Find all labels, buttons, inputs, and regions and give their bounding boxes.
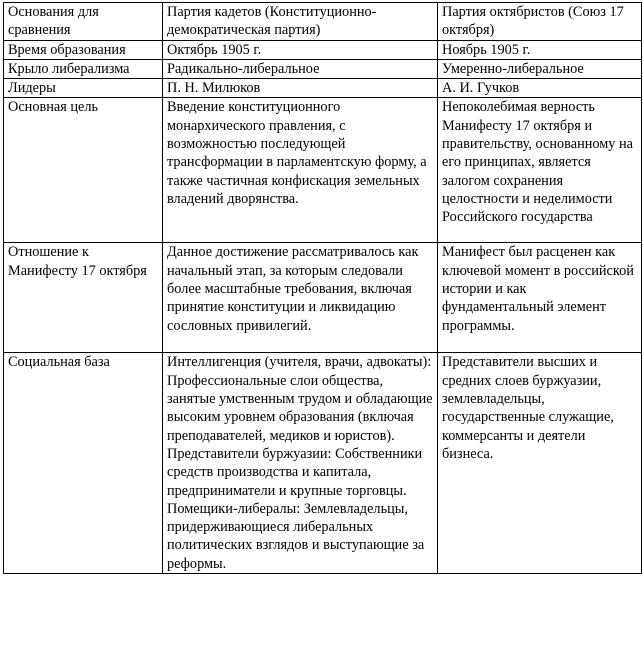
cell-paragraph: Данное достижение рассматривалось как начальный этап, за которым следовали более масштабные требования, включая принятие конституции и ликвидацию сословных привилегий. (167, 244, 419, 334)
row-label: Лидеры (4, 79, 163, 98)
cell-paragraph: А. И. Гучков (442, 80, 520, 97)
table-row (4, 79, 642, 98)
row-label: Отношение к Манифесту 17 октября (4, 243, 163, 353)
table-row (4, 40, 642, 59)
cell-paragraph: Помещики-либералы: Землевладельцы, придерживающиеся либеральных политических взглядов и выступающие за реформы. (167, 500, 425, 572)
kadets-cell (163, 40, 438, 59)
kadets-cell (163, 353, 438, 574)
cell-paragraph: Манифест был расценен как ключевой момент в российской истории и как фундаментальный элемент программы. (442, 244, 634, 334)
row-label: Время образования (4, 40, 163, 59)
header-cell-octobrists: Партия октябристов (Союз 17 октября) (438, 3, 642, 41)
cell-paragraph: П. Н. Милюков (167, 80, 261, 97)
table-row (4, 353, 642, 574)
kadets-cell (163, 98, 438, 243)
row-label: Социальная база (4, 353, 163, 574)
cell-paragraph: Введение конституционного монархического правления, с возможностью последующей трансформации в парламентскую форму, а также частичная конфискация земельных владений дворянства. (167, 99, 427, 207)
row-label: Основная цель (4, 98, 163, 243)
cell-paragraph: Интеллигенция (учителя, врачи, адвокаты): Профессиональные слои общества, занятые умственным трудом и обладающие высоким уровнем образования (включая преподавателей, медиков и юристов). (167, 354, 433, 444)
table-row (4, 98, 642, 243)
cell-paragraph: Радикально-либеральное (167, 60, 320, 77)
kadets-cell (163, 243, 438, 353)
header-cell-kadets: Партия кадетов (Конституционно-демократическая партия) (163, 3, 438, 41)
cell-paragraph: Представители буржуазии: Собственники средств производства и капитала, предприниматели и крупные торговцы. (167, 445, 423, 499)
cell-paragraph: Октябрь 1905 г. (167, 41, 262, 58)
octobrists-cell (438, 353, 642, 574)
table-row (4, 243, 642, 353)
cell-paragraph: Представители высших и средних слоев буржуазии, землевладельцы, государственные служащие, коммерсанты и деятели бизнеса. (442, 354, 614, 462)
octobrists-cell (438, 98, 642, 243)
table-row (4, 59, 642, 78)
party-comparison-table (3, 2, 642, 574)
row-label: Крыло либерализма (4, 59, 163, 78)
kadets-cell (163, 59, 438, 78)
header-cell-basis: Основания для сравнения (4, 3, 163, 41)
header-row (4, 3, 642, 41)
octobrists-cell (438, 79, 642, 98)
kadets-cell (163, 79, 438, 98)
octobrists-cell (438, 243, 642, 353)
cell-paragraph: Умеренно-либеральное (442, 60, 584, 77)
cell-paragraph: Ноябрь 1905 г. (442, 41, 531, 58)
octobrists-cell (438, 40, 642, 59)
octobrists-cell (438, 59, 642, 78)
cell-paragraph: Непоколебимая верность Манифесту 17 октября и правительству, основанному на его принципах, является залогом сохранения целостности и неделимости Российского государства (442, 99, 634, 226)
